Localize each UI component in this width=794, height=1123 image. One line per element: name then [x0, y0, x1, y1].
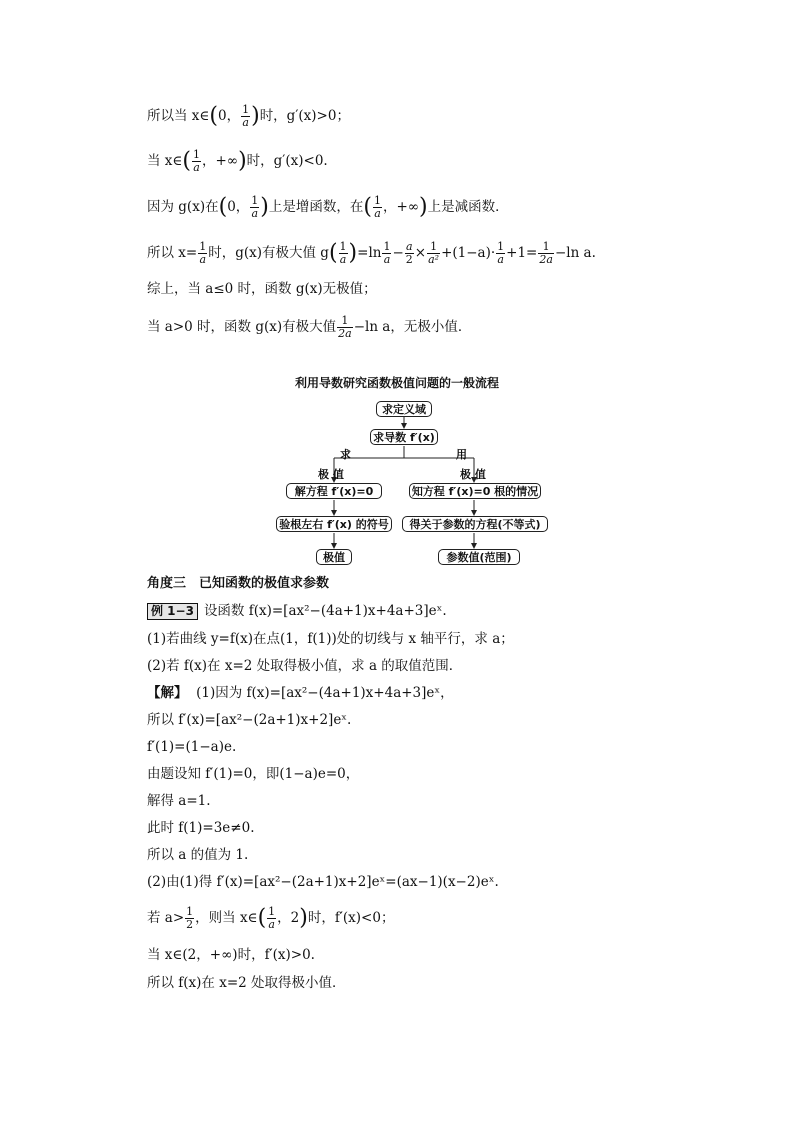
paren: (: [328, 240, 338, 266]
example-line: [147, 601, 447, 621]
fraction: [185, 906, 194, 931]
frac-num: 1: [383, 240, 391, 253]
text: 综上，当 a≤0 时，函数 g(x)无极值；: [147, 281, 377, 297]
text: ，2: [277, 910, 300, 926]
text: (1)因为 f(x)=[ax²−(4a+1)x+4a+3]eˣ，: [196, 685, 454, 701]
text: 时，f′(x)<0；: [307, 910, 395, 926]
frac-num: 1: [337, 315, 353, 328]
frac-num: 1: [497, 240, 505, 253]
text: 当 x∈: [147, 153, 183, 169]
fraction: [267, 906, 276, 931]
paren: (: [257, 905, 267, 931]
solution-line-1: [147, 683, 454, 703]
flow-label-right-top: 用: [456, 448, 467, 461]
flow-box-extreme-value: 极值: [316, 549, 352, 565]
example-badge: 例 1−3: [147, 603, 198, 620]
text: ×: [414, 245, 427, 261]
text: 时，g′(x)<0.: [246, 153, 328, 169]
flow-label-right-bottom: 极 值: [460, 468, 486, 481]
solution-line-8: (2)由(1)得 f′(x)=[ax²−(2a+1)x+2]eˣ=(ax−1)(x−2)eˣ.: [147, 874, 499, 890]
section-title: 角度三 已知函数的极值求参数: [147, 576, 330, 591]
paren: (: [182, 148, 191, 174]
frac-den: a: [199, 253, 206, 266]
paren: (: [218, 194, 228, 220]
solution-line-5: 解得 a=1.: [147, 793, 211, 809]
text: 因为 g(x)在: [147, 199, 219, 215]
frac-den: 2a: [539, 253, 553, 266]
frac-den: 2: [405, 253, 413, 266]
frac-den: a: [193, 161, 200, 174]
text: −ln a，无极小值．: [353, 319, 472, 335]
flow-box-derivative: 求导数 f′(x): [370, 429, 438, 445]
frac-num: a: [406, 240, 413, 253]
flow-box-param-value: 参数值(范围): [438, 549, 520, 565]
frac-num: 1: [251, 194, 259, 207]
flowchart-title: 利用导数研究函数极值问题的一般流程: [294, 376, 499, 390]
flow-box-solve-equation: 解方程 f′(x)=0: [286, 483, 382, 499]
text: +1=: [506, 245, 538, 261]
solution-line-3: f′(1)=(1−a)e.: [147, 739, 237, 755]
solution-line-6: 此时 f(1)=3e≠0.: [147, 820, 255, 836]
frac-num: 1: [373, 194, 381, 207]
frac-num: 1: [186, 905, 194, 918]
paren: (: [363, 194, 372, 220]
text: =ln: [357, 245, 382, 261]
frac-den: a: [374, 207, 381, 220]
flow-box-domain: 求定义域: [376, 401, 432, 417]
solution-line-7: 所以 a 的值为 1.: [147, 847, 249, 863]
text: −: [392, 245, 404, 261]
example-text: 设函数 f(x)=[ax²−(4a+1)x+4a+3]eˣ.: [203, 603, 447, 619]
text: ，则当 x∈: [195, 910, 258, 926]
frac-den: a: [339, 253, 347, 266]
paren: ): [419, 194, 428, 220]
frac-num: 1: [193, 148, 200, 161]
question-1: (1)若曲线 y=f(x)在点(1，f(1))处的切线与 x 轴平行，求 a；: [147, 631, 514, 647]
paren: ): [238, 148, 247, 174]
solution-line-2: 所以 f′(x)=[ax²−(2a+1)x+2]eˣ.: [147, 712, 352, 728]
text: 0，: [227, 199, 250, 215]
solution-line-10: 当 x∈(2，+∞)时，f′(x)>0.: [147, 947, 315, 963]
text: 若 a>: [147, 910, 185, 926]
frac-num: 1: [538, 241, 554, 254]
frac-num: 1: [339, 240, 347, 253]
frac-num: 1: [242, 103, 250, 116]
text: 上是减函数．: [427, 199, 509, 215]
frac-den: a: [268, 918, 275, 931]
text: 上是增函数，在: [268, 199, 364, 215]
paren: ): [251, 103, 260, 129]
flow-box-known-roots: 知方程 f′(x)=0 根的情况: [409, 483, 541, 499]
flow-box-param-equation: 得关于参数的方程(不等式): [402, 516, 548, 532]
text: ，+∞: [202, 153, 239, 169]
frac-den: a: [242, 116, 249, 129]
paren: ): [348, 240, 358, 266]
frac-num: 1: [199, 240, 207, 253]
text: 时，g(x)有极大值 g: [208, 245, 329, 261]
frac-den: a: [497, 253, 504, 266]
flow-box-check-sign: 验根左右 f′(x) 的符号: [276, 516, 392, 532]
text: 所以 x=: [147, 245, 198, 261]
paren: ): [260, 194, 269, 220]
text: 时，g′(x)>0；: [259, 108, 350, 124]
solution-line-11: 所以 f(x)在 x=2 处取得极小值．: [147, 975, 346, 991]
solution-line-9: [147, 906, 394, 931]
frac-den: a²: [428, 253, 440, 266]
solution-label: 【解】: [147, 685, 188, 701]
text: 所以当 x∈: [147, 108, 210, 124]
frac-den: 2a: [338, 327, 352, 340]
paren: (: [209, 103, 218, 129]
text: +(1−a)·: [441, 245, 496, 261]
frac-num: 1: [427, 241, 440, 254]
frac-den: a: [383, 253, 391, 266]
frac-den: 2: [186, 918, 194, 931]
frac-den: a: [251, 207, 259, 220]
solution-line-4: 由题设知 f′(1)=0，即(1−a)e=0，: [147, 766, 360, 782]
paren: ): [299, 905, 308, 931]
flow-label-left-top: 求: [340, 448, 351, 461]
question-2: (2)若 f(x)在 x=2 处取得极小值，求 a 的取值范围．: [147, 658, 463, 674]
text: 当 a>0 时，函数 g(x)有极大值: [147, 319, 337, 335]
flow-label-left-bottom: 极 值: [318, 468, 344, 481]
text: −ln a.: [554, 245, 596, 261]
text: 0，: [218, 108, 241, 124]
frac-num: 1: [268, 905, 276, 918]
text: ，+∞: [382, 199, 420, 215]
